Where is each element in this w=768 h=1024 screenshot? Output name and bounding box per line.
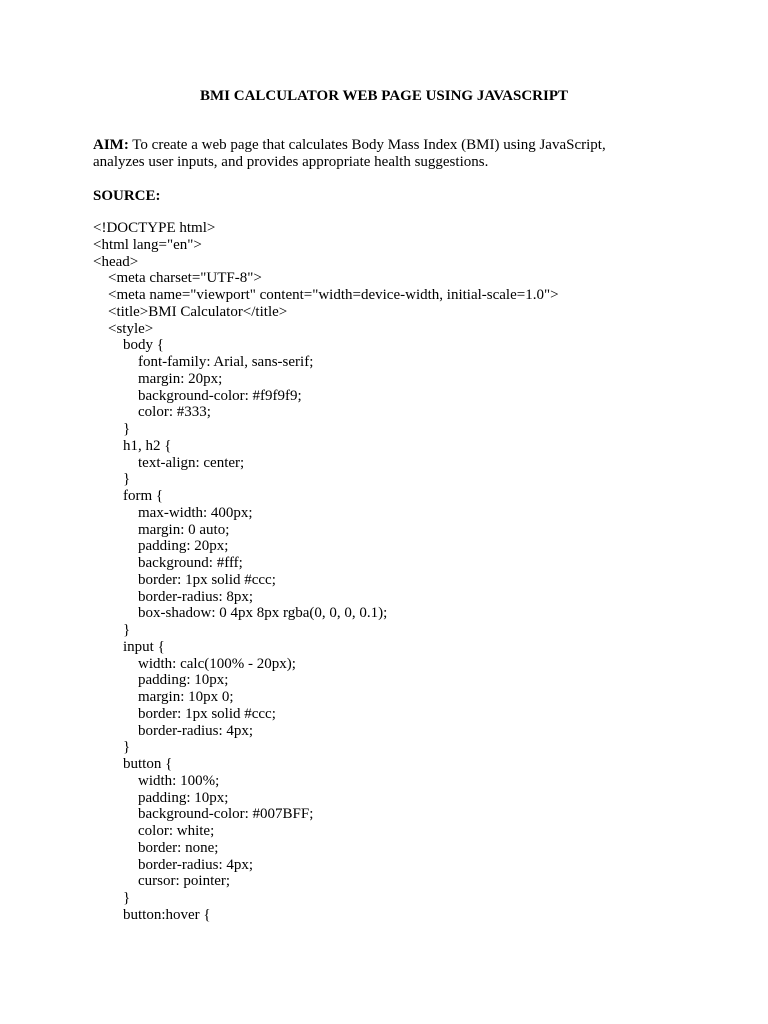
code-line: padding: 10px; — [93, 672, 229, 689]
code-line: <html lang="en"> — [93, 236, 202, 253]
aim-label: AIM: — [93, 137, 129, 153]
document-title: BMI CALCULATOR WEB PAGE USING JAVASCRIPT — [200, 88, 568, 104]
code-line: border-radius: 4px; — [93, 722, 254, 739]
code-line: border: 1px solid #ccc; — [93, 571, 276, 588]
code-line: } — [93, 471, 131, 488]
code-line: background-color: #f9f9f9; — [93, 387, 302, 404]
code-line: button { — [93, 756, 173, 772]
source-heading: SOURCE: — [93, 188, 161, 204]
code-line: padding: 20px; — [93, 538, 229, 555]
code-line: body { — [93, 337, 164, 354]
aim-text-line1: To create a web page that calculates Body Mass Index (BMI) using JavaScript, — [128, 137, 606, 153]
code-line: box-shadow: 0 4px 8px rgba(0, 0, 0, 0.1); — [93, 605, 388, 622]
code-line: border-radius: 8px; — [93, 588, 254, 605]
code-line: input { — [93, 638, 165, 655]
code-line: form { — [93, 488, 164, 504]
code-line: color: white; — [93, 823, 215, 839]
code-line: border-radius: 4px; — [93, 856, 254, 873]
code-line: margin: 0 auto; — [93, 521, 230, 538]
aim-text-line2: analyzes user inputs, and provides appropriate health suggestions. — [93, 154, 489, 170]
code-line: <style> — [93, 320, 154, 337]
code-line: color: #333; — [93, 404, 211, 421]
code-line: button:hover { — [93, 906, 211, 923]
code-line: <meta name="viewport" content="width=device-width, initial-scale=1.0"> — [93, 287, 559, 303]
code-line: text-align: center; — [93, 454, 245, 471]
code-line: h1, h2 { — [93, 437, 172, 454]
code-line: background: #fff; — [93, 555, 243, 571]
code-line: background-color: #007BFF; — [93, 806, 314, 823]
code-line: <head> — [93, 253, 139, 270]
code-line: margin: 10px 0; — [93, 689, 234, 705]
code-line: } — [93, 421, 131, 437]
code-line: width: calc(100% - 20px); — [93, 655, 296, 672]
code-line: font-family: Arial, sans-serif; — [93, 354, 314, 370]
code-line: width: 100%; — [93, 772, 220, 789]
code-line: padding: 10px; — [93, 789, 229, 806]
code-line: margin: 20px; — [93, 370, 223, 387]
code-line: <meta charset="UTF-8"> — [93, 270, 262, 287]
code-line: } — [93, 890, 131, 906]
aim-paragraph — [93, 137, 693, 171]
code-line: border: 1px solid #ccc; — [93, 705, 276, 722]
code-line: border: none; — [93, 839, 219, 856]
code-line: cursor: pointer; — [93, 873, 231, 890]
code-line: } — [93, 622, 131, 638]
code-line: max-width: 400px; — [93, 504, 253, 521]
source-code-block — [93, 220, 733, 924]
code-line: <!DOCTYPE html> — [93, 220, 216, 236]
code-line: } — [93, 739, 131, 756]
code-line: <title>BMI Calculator</title> — [93, 303, 288, 320]
